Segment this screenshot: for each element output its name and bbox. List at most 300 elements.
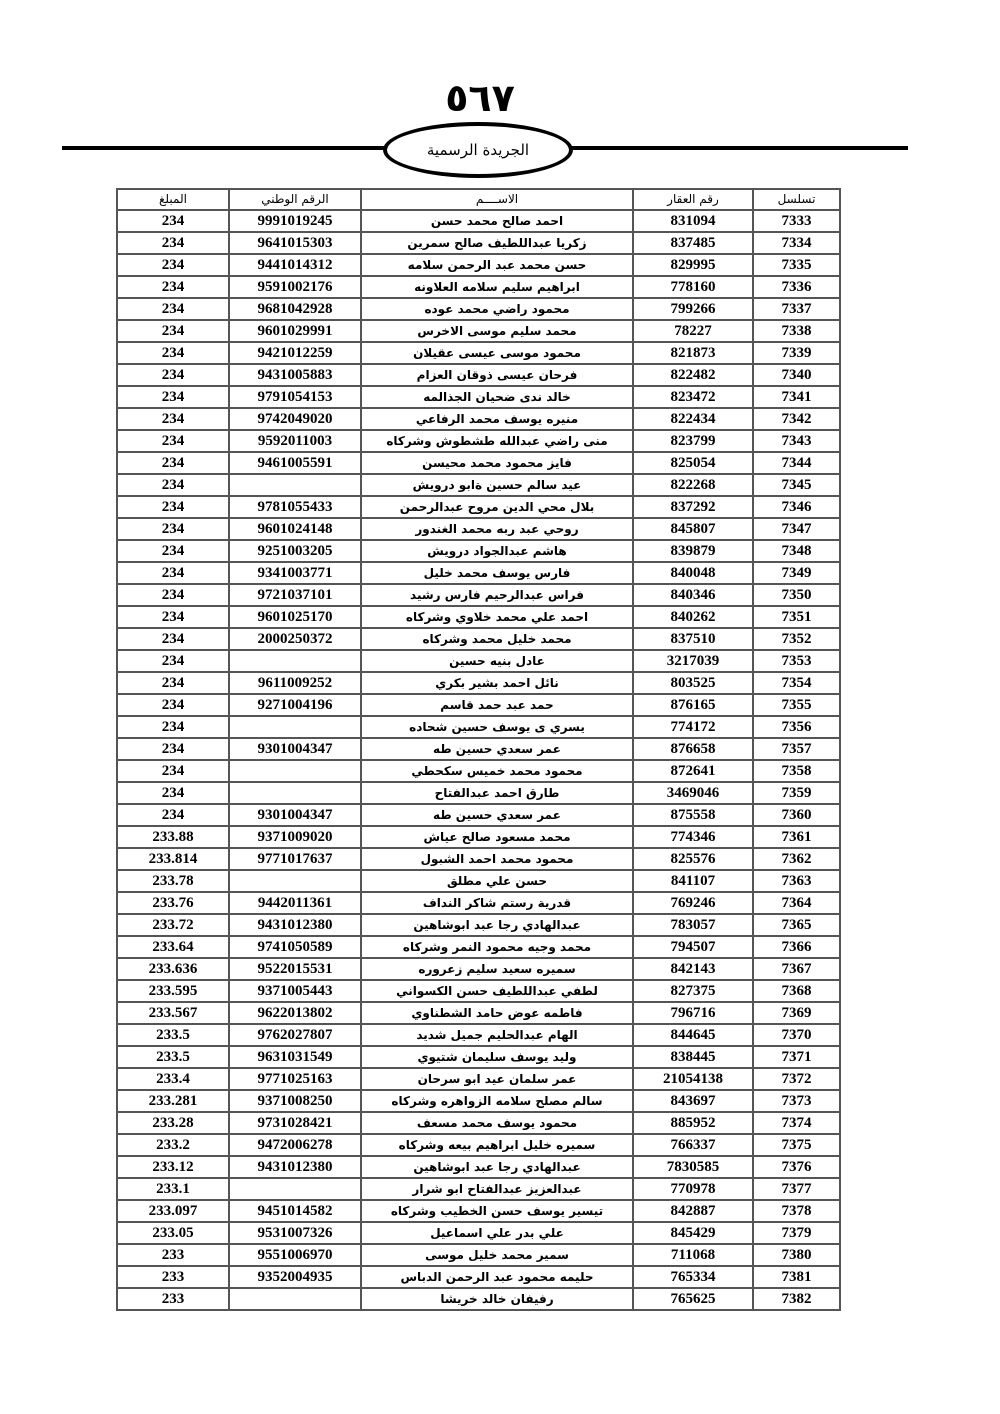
cell-amount: 234 (117, 562, 229, 584)
cell-serial: 7350 (753, 584, 840, 606)
table-row (117, 782, 840, 804)
cell-national-id: 9451014582 (229, 1200, 361, 1222)
cell-serial: 7345 (753, 474, 840, 496)
table-row (117, 870, 840, 892)
cell-property-no: 21054138 (633, 1068, 753, 1090)
cell-national-id: 9991019245 (229, 210, 361, 232)
cell-name: سمير محمد خليل موسى (361, 1244, 633, 1266)
cell-amount: 234 (117, 716, 229, 738)
cell-property-no: 825054 (633, 452, 753, 474)
records-table (116, 188, 841, 1311)
cell-name: الهام عبدالحليم جميل شديد (361, 1024, 633, 1046)
table-row (117, 804, 840, 826)
table-row (117, 1266, 840, 1288)
cell-name: حمد عبد حمد قاسم (361, 694, 633, 716)
cell-amount: 233.72 (117, 914, 229, 936)
table-row (117, 518, 840, 540)
cell-amount: 234 (117, 694, 229, 716)
cell-amount: 233.5 (117, 1024, 229, 1046)
cell-serial: 7333 (753, 210, 840, 232)
cell-national-id: 9742049020 (229, 408, 361, 430)
cell-amount: 233 (117, 1266, 229, 1288)
table-row (117, 474, 840, 496)
cell-serial: 7365 (753, 914, 840, 936)
cell-national-id (229, 1178, 361, 1200)
cell-name: رفيفان خالد خريشا (361, 1288, 633, 1310)
column-header-name: الاســــم (361, 189, 633, 210)
cell-national-id: 9641015303 (229, 232, 361, 254)
cell-serial: 7378 (753, 1200, 840, 1222)
cell-serial: 7370 (753, 1024, 840, 1046)
cell-amount: 234 (117, 364, 229, 386)
cell-name: ابراهيم سليم سلامه العلاونه (361, 276, 633, 298)
cell-amount: 233.5 (117, 1046, 229, 1068)
cell-property-no: 796716 (633, 1002, 753, 1024)
cell-amount: 233.05 (117, 1222, 229, 1244)
cell-amount: 234 (117, 584, 229, 606)
cell-property-no: 822482 (633, 364, 753, 386)
cell-amount: 233 (117, 1288, 229, 1310)
table-header-row (117, 189, 840, 210)
cell-serial: 7340 (753, 364, 840, 386)
cell-serial: 7377 (753, 1178, 840, 1200)
cell-name: خالد ندى ضحيان الجذالمه (361, 386, 633, 408)
cell-property-no: 827375 (633, 980, 753, 1002)
cell-amount: 234 (117, 672, 229, 694)
cell-property-no: 829995 (633, 254, 753, 276)
cell-serial: 7341 (753, 386, 840, 408)
cell-name: لطفي عبداللطيف حسن الكسواني (361, 980, 633, 1002)
cell-property-no: 765334 (633, 1266, 753, 1288)
cell-amount: 234 (117, 628, 229, 650)
table-row (117, 1288, 840, 1310)
table-row (117, 540, 840, 562)
cell-property-no: 783057 (633, 914, 753, 936)
table-body (117, 210, 840, 1310)
cell-amount: 234 (117, 232, 229, 254)
cell-name: عمر سلمان عيد ابو سرحان (361, 1068, 633, 1090)
table-row (117, 408, 840, 430)
cell-property-no: 766337 (633, 1134, 753, 1156)
table-row (117, 716, 840, 738)
cell-amount: 234 (117, 518, 229, 540)
cell-national-id (229, 760, 361, 782)
cell-national-id: 9631031549 (229, 1046, 361, 1068)
cell-national-id: 9341003771 (229, 562, 361, 584)
cell-property-no: 770978 (633, 1178, 753, 1200)
cell-property-no: 842143 (633, 958, 753, 980)
cell-amount: 234 (117, 650, 229, 672)
column-header-serial: تسلسل (753, 189, 840, 210)
cell-name: نائل احمد بشير بكري (361, 672, 633, 694)
cell-name: فرحان عيسى ذوقان العزام (361, 364, 633, 386)
cell-national-id (229, 870, 361, 892)
cell-amount: 233.595 (117, 980, 229, 1002)
table-row (117, 1200, 840, 1222)
cell-national-id: 9771017637 (229, 848, 361, 870)
cell-name: هاشم عبدالجواد درويش (361, 540, 633, 562)
cell-national-id: 9601029991 (229, 320, 361, 342)
table-row (117, 1090, 840, 1112)
cell-national-id: 2000250372 (229, 628, 361, 650)
cell-serial: 7359 (753, 782, 840, 804)
cell-name: عبدالعزيز عبدالفتاح ابو شرار (361, 1178, 633, 1200)
cell-name: طارق احمد عبدالفتاح (361, 782, 633, 804)
cell-national-id: 9301004347 (229, 738, 361, 760)
cell-name: زكريا عبداللطيف صالح سمرين (361, 232, 633, 254)
table-row (117, 276, 840, 298)
cell-national-id: 9762027807 (229, 1024, 361, 1046)
cell-amount: 233.097 (117, 1200, 229, 1222)
table-row (117, 562, 840, 584)
cell-property-no: 840048 (633, 562, 753, 584)
cell-property-no: 843697 (633, 1090, 753, 1112)
table-row (117, 848, 840, 870)
cell-serial: 7371 (753, 1046, 840, 1068)
cell-national-id: 9721037101 (229, 584, 361, 606)
table-row (117, 628, 840, 650)
cell-property-no: 711068 (633, 1244, 753, 1266)
cell-name: محمود محمد احمد الشبول (361, 848, 633, 870)
cell-property-no: 774172 (633, 716, 753, 738)
cell-serial: 7354 (753, 672, 840, 694)
table-row (117, 650, 840, 672)
cell-serial: 7335 (753, 254, 840, 276)
table-row (117, 364, 840, 386)
cell-name: فراس عبدالرحيم فارس رشيد (361, 584, 633, 606)
cell-amount: 233.78 (117, 870, 229, 892)
cell-amount: 233.4 (117, 1068, 229, 1090)
cell-property-no: 821873 (633, 342, 753, 364)
cell-serial: 7368 (753, 980, 840, 1002)
cell-amount: 234 (117, 496, 229, 518)
cell-property-no: 794507 (633, 936, 753, 958)
cell-amount: 234 (117, 386, 229, 408)
cell-serial: 7375 (753, 1134, 840, 1156)
cell-name: عيد سالم حسين ةابو درويش (361, 474, 633, 496)
cell-national-id: 9791054153 (229, 386, 361, 408)
cell-property-no: 841107 (633, 870, 753, 892)
cell-name: محمود راضي محمد عوده (361, 298, 633, 320)
cell-national-id: 9551006970 (229, 1244, 361, 1266)
cell-name: محمد سليم موسى الاخرس (361, 320, 633, 342)
cell-national-id: 9622013802 (229, 1002, 361, 1024)
cell-property-no: 838445 (633, 1046, 753, 1068)
cell-amount: 233.2 (117, 1134, 229, 1156)
cell-serial: 7349 (753, 562, 840, 584)
cell-national-id (229, 1288, 361, 1310)
cell-property-no: 803525 (633, 672, 753, 694)
cell-property-no: 774346 (633, 826, 753, 848)
cell-amount: 233.76 (117, 892, 229, 914)
cell-national-id: 9371005443 (229, 980, 361, 1002)
cell-national-id: 9611009252 (229, 672, 361, 694)
cell-amount: 234 (117, 606, 229, 628)
table-row (117, 1002, 840, 1024)
cell-amount: 234 (117, 276, 229, 298)
cell-property-no: 842887 (633, 1200, 753, 1222)
cell-serial: 7364 (753, 892, 840, 914)
header-rule-left (62, 146, 388, 150)
cell-name: تيسير يوسف حسن الخطيب وشركاه (361, 1200, 633, 1222)
cell-serial: 7355 (753, 694, 840, 716)
cell-serial: 7336 (753, 276, 840, 298)
cell-serial: 7380 (753, 1244, 840, 1266)
cell-name: بلال محي الدين مروح عبدالرحمن (361, 496, 633, 518)
cell-property-no: 837510 (633, 628, 753, 650)
cell-amount: 233.12 (117, 1156, 229, 1178)
cell-name: عمر سعدي حسين طه (361, 804, 633, 826)
cell-national-id: 9731028421 (229, 1112, 361, 1134)
cell-serial: 7372 (753, 1068, 840, 1090)
cell-serial: 7337 (753, 298, 840, 320)
cell-national-id: 9301004347 (229, 804, 361, 826)
cell-name: محمود محمد خميس سكحطي (361, 760, 633, 782)
table-row (117, 430, 840, 452)
cell-property-no: 837485 (633, 232, 753, 254)
cell-national-id: 9591002176 (229, 276, 361, 298)
cell-property-no: 845807 (633, 518, 753, 540)
cell-serial: 7366 (753, 936, 840, 958)
cell-national-id (229, 650, 361, 672)
cell-property-no: 822268 (633, 474, 753, 496)
cell-national-id: 9741050589 (229, 936, 361, 958)
cell-serial: 7376 (753, 1156, 840, 1178)
cell-amount: 234 (117, 452, 229, 474)
cell-property-no: 78227 (633, 320, 753, 342)
table-row (117, 936, 840, 958)
cell-name: احمد صالح محمد حسن (361, 210, 633, 232)
cell-property-no: 3217039 (633, 650, 753, 672)
table-row (117, 606, 840, 628)
cell-property-no: 765625 (633, 1288, 753, 1310)
cell-name: محمد مسعود صالح عياش (361, 826, 633, 848)
cell-name: روحي عبد ربه محمد الغندور (361, 518, 633, 540)
cell-property-no: 840262 (633, 606, 753, 628)
cell-national-id: 9461005591 (229, 452, 361, 474)
cell-property-no: 831094 (633, 210, 753, 232)
cell-property-no: 839879 (633, 540, 753, 562)
cell-serial: 7360 (753, 804, 840, 826)
cell-serial: 7373 (753, 1090, 840, 1112)
table-row (117, 320, 840, 342)
cell-serial: 7339 (753, 342, 840, 364)
table-row (117, 672, 840, 694)
cell-name: سميره سعيد سليم زعروره (361, 958, 633, 980)
table-row (117, 452, 840, 474)
cell-serial: 7362 (753, 848, 840, 870)
cell-serial: 7346 (753, 496, 840, 518)
cell-national-id: 9371009020 (229, 826, 361, 848)
cell-property-no: 3469046 (633, 782, 753, 804)
cell-national-id: 9531007326 (229, 1222, 361, 1244)
cell-national-id (229, 782, 361, 804)
table-row (117, 1244, 840, 1266)
cell-name: محمود موسى عيسى عقيلان (361, 342, 633, 364)
cell-amount: 234 (117, 540, 229, 562)
cell-name: عبدالهادي رجا عبد ابوشاهين (361, 914, 633, 936)
cell-name: فايز محمود محمد محيسن (361, 452, 633, 474)
cell-name: عمر سعدي حسين طه (361, 738, 633, 760)
cell-national-id: 9601024148 (229, 518, 361, 540)
table-row (117, 826, 840, 848)
cell-amount: 233.1 (117, 1178, 229, 1200)
header-rule-right (570, 146, 908, 150)
cell-property-no: 799266 (633, 298, 753, 320)
cell-property-no: 822434 (633, 408, 753, 430)
table-row (117, 1112, 840, 1134)
cell-name: حليمه محمود عبد الرحمن الدباس (361, 1266, 633, 1288)
cell-name: حسن محمد عبد الرحمن سلامه (361, 254, 633, 276)
cell-name: منيره يوسف محمد الرفاعي (361, 408, 633, 430)
cell-serial: 7347 (753, 518, 840, 540)
cell-national-id: 9431012380 (229, 914, 361, 936)
cell-amount: 234 (117, 342, 229, 364)
table-row (117, 980, 840, 1002)
cell-name: سالم مصلح سلامه الزواهره وشركاه (361, 1090, 633, 1112)
cell-property-no: 7830585 (633, 1156, 753, 1178)
table-row (117, 1024, 840, 1046)
cell-national-id: 9771025163 (229, 1068, 361, 1090)
cell-serial: 7344 (753, 452, 840, 474)
cell-amount: 234 (117, 804, 229, 826)
table-row (117, 1178, 840, 1200)
cell-serial: 7356 (753, 716, 840, 738)
cell-amount: 234 (117, 408, 229, 430)
cell-name: محمد خليل محمد وشركاه (361, 628, 633, 650)
cell-national-id: 9371008250 (229, 1090, 361, 1112)
cell-national-id: 9431012380 (229, 1156, 361, 1178)
cell-national-id: 9592011003 (229, 430, 361, 452)
cell-national-id: 9781055433 (229, 496, 361, 518)
cell-name: فارس يوسف محمد خليل (361, 562, 633, 584)
table-row (117, 738, 840, 760)
records-table-container (116, 188, 839, 1311)
table-row (117, 1222, 840, 1244)
cell-amount: 233.64 (117, 936, 229, 958)
table-row (117, 892, 840, 914)
table-row (117, 496, 840, 518)
cell-amount: 233.814 (117, 848, 229, 870)
cell-serial: 7351 (753, 606, 840, 628)
cell-amount: 234 (117, 782, 229, 804)
cell-serial: 7358 (753, 760, 840, 782)
cell-serial: 7338 (753, 320, 840, 342)
cell-property-no: 872641 (633, 760, 753, 782)
cell-amount: 234 (117, 210, 229, 232)
cell-property-no: 825576 (633, 848, 753, 870)
cell-name: سميره خليل ابراهيم بيعه وشركاه (361, 1134, 633, 1156)
table-row (117, 210, 840, 232)
table-row (117, 254, 840, 276)
cell-national-id: 9601025170 (229, 606, 361, 628)
cell-amount: 233.636 (117, 958, 229, 980)
cell-national-id: 9271004196 (229, 694, 361, 716)
gazette-masthead (383, 122, 573, 178)
cell-name: حسن علي مطلق (361, 870, 633, 892)
cell-national-id: 9421012259 (229, 342, 361, 364)
cell-property-no: 845429 (633, 1222, 753, 1244)
cell-amount: 234 (117, 738, 229, 760)
cell-amount: 233 (117, 1244, 229, 1266)
cell-name: عادل بنيه حسين (361, 650, 633, 672)
cell-national-id: 9681042928 (229, 298, 361, 320)
column-header-national-id: الرقم الوطني (229, 189, 361, 210)
cell-amount: 234 (117, 474, 229, 496)
cell-amount: 234 (117, 430, 229, 452)
cell-serial: 7363 (753, 870, 840, 892)
cell-name: يسري ى يوسف حسين شحاده (361, 716, 633, 738)
cell-national-id: 9251003205 (229, 540, 361, 562)
cell-amount: 233.28 (117, 1112, 229, 1134)
cell-name: وليد يوسف سليمان شتيوي (361, 1046, 633, 1068)
cell-property-no: 876165 (633, 694, 753, 716)
cell-serial: 7361 (753, 826, 840, 848)
cell-property-no: 876658 (633, 738, 753, 760)
table-row (117, 760, 840, 782)
cell-amount: 234 (117, 254, 229, 276)
cell-property-no: 837292 (633, 496, 753, 518)
table-row (117, 386, 840, 408)
cell-name: محمد وجيه محمود النمر وشركاه (361, 936, 633, 958)
page-number: ٥٦٧ (445, 76, 515, 120)
cell-serial: 7374 (753, 1112, 840, 1134)
cell-name: علي بدر علي اسماعيل (361, 1222, 633, 1244)
cell-property-no: 875558 (633, 804, 753, 826)
cell-serial: 7381 (753, 1266, 840, 1288)
table-row (117, 298, 840, 320)
table-row (117, 914, 840, 936)
table-row (117, 232, 840, 254)
cell-name: قدرية رستم شاكر النداف (361, 892, 633, 914)
table-row (117, 694, 840, 716)
cell-serial: 7353 (753, 650, 840, 672)
cell-name: محمود يوسف محمد مسعف (361, 1112, 633, 1134)
cell-amount: 233.567 (117, 1002, 229, 1024)
cell-serial: 7369 (753, 1002, 840, 1024)
cell-serial: 7334 (753, 232, 840, 254)
table-row (117, 1068, 840, 1090)
table-row (117, 1156, 840, 1178)
cell-name: منى راضي عبدالله طشطوش وشركاه (361, 430, 633, 452)
cell-serial: 7379 (753, 1222, 840, 1244)
cell-property-no: 885952 (633, 1112, 753, 1134)
cell-national-id: 9522015531 (229, 958, 361, 980)
table-row (117, 1134, 840, 1156)
cell-serial: 7357 (753, 738, 840, 760)
cell-amount: 233.281 (117, 1090, 229, 1112)
cell-national-id: 9431005883 (229, 364, 361, 386)
gazette-title: الجريدة الرسمية (426, 141, 530, 159)
cell-amount: 234 (117, 320, 229, 342)
cell-serial: 7367 (753, 958, 840, 980)
cell-national-id: 9442011361 (229, 892, 361, 914)
cell-property-no: 844645 (633, 1024, 753, 1046)
cell-national-id (229, 716, 361, 738)
cell-serial: 7342 (753, 408, 840, 430)
cell-name: عبدالهادي رجا عبد ابوشاهين (361, 1156, 633, 1178)
cell-national-id: 9441014312 (229, 254, 361, 276)
cell-amount: 234 (117, 298, 229, 320)
cell-property-no: 778160 (633, 276, 753, 298)
cell-serial: 7352 (753, 628, 840, 650)
cell-name: احمد علي محمد خلاوي وشركاه (361, 606, 633, 628)
cell-name: فاطمه عوض حامد الشطناوي (361, 1002, 633, 1024)
column-header-amount: المبلغ (117, 189, 229, 210)
column-header-property-no: رقم العقار (633, 189, 753, 210)
table-row (117, 1046, 840, 1068)
cell-serial: 7382 (753, 1288, 840, 1310)
